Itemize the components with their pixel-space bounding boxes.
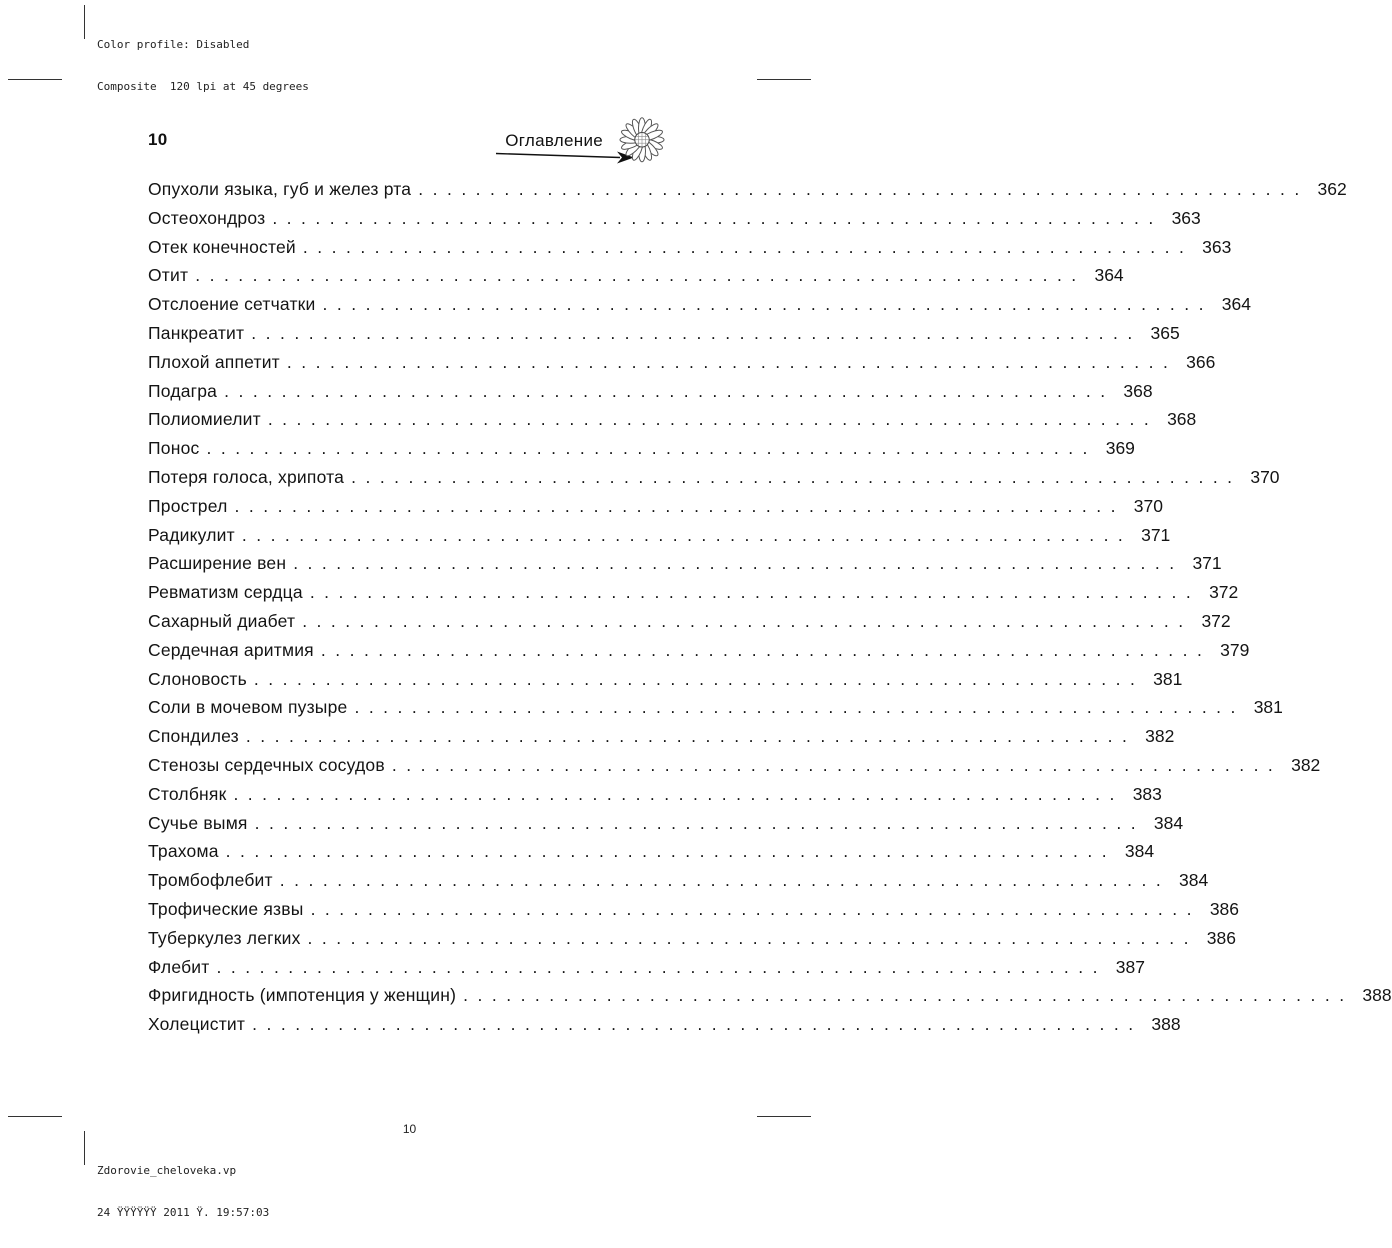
toc-entry-title: Стенозы сердечных сосудов [148,754,385,775]
toc-entry [148,380,1153,410]
toc-entry-title: Полиомиелит [148,409,261,430]
toc-entry-title: Прострел [148,495,228,516]
toc-entry-page: 371 [1192,553,1222,574]
toc-entry [148,553,1222,582]
toc-entry-page: 370 [1133,495,1163,516]
toc-entry-title: Отслоение сетчатки [148,294,316,315]
toc-entry-page: 365 [1150,322,1180,343]
toc-entry-page: 388 [1151,1014,1181,1035]
toc-entry-page: 388 [1362,985,1392,1006]
toc-entry [148,322,1180,352]
toc-entry-title: Столбняк [148,783,227,804]
toc-entry-title: Холецистит [148,1014,246,1035]
dot-leader [233,784,1123,805]
toc-entry-title: Панкреатит [148,322,245,343]
toc-entry-page: 372 [1209,582,1239,603]
toc-entry-title: Остеохондроз [148,207,266,228]
toc-entry-title: Соли в мочевом пузыре [148,697,348,718]
dot-leader [226,841,1116,862]
toc-entry [148,438,1135,467]
toc-entry-title: Туберкулез легких [148,927,301,948]
toc-entry-page: 386 [1206,927,1236,948]
toc-entry-page: 364 [1094,265,1124,286]
toc-entry-page: 368 [1167,409,1197,430]
dot-leader [463,985,1353,1006]
dot-leader [351,467,1241,488]
toc-entry-title: Ревматизм сердца [148,582,303,603]
dot-leader [303,237,1193,258]
crop-mark [8,79,62,80]
toc-entry-title: Отит [148,265,189,286]
dot-leader [195,265,1085,286]
toc-entry-title: Трахома [148,841,219,862]
dot-leader [311,899,1201,920]
dot-leader [224,381,1114,402]
toc-entry-page: 363 [1202,236,1232,257]
toc-entry-title: Фригидность (импотенция у женщин) [148,985,457,1006]
footer-timestamp: 24 ŸŸŸŸŸŸ 2011 Ÿ. 19:57:03 [97,1206,270,1219]
toc-entry [148,524,1171,554]
toc-entry-title: Тромбофлебит [148,870,273,891]
toc-entry [148,898,1240,928]
dot-leader [418,179,1308,200]
toc-entry [148,466,1280,496]
toc-entry-title: Плохой аппетит [148,351,280,372]
sunflower-ornament-icon [604,112,680,171]
toc-entry-page: 369 [1105,438,1135,459]
chapter-title: Оглавление [505,131,603,150]
crop-mark [757,79,811,80]
toc-entry-page: 386 [1209,898,1240,919]
toc-entry [148,639,1250,669]
toc-entry-title: Слоновость [148,668,247,689]
toc-entry [148,841,1155,870]
toc-entry-page: 384 [1153,812,1184,833]
toc-entry [148,985,1392,1014]
toc-entry-title: Потеря голоса, хрипота [148,466,345,487]
toc-entry-page: 384 [1124,841,1155,862]
header-page-number: 10 [148,130,168,149]
toc-entry-page: 363 [1171,207,1201,228]
toc-entry-page: 379 [1220,639,1250,660]
toc-entry-title: Спондилез [148,726,239,747]
toc-entry-title: Трофические язвы [148,898,304,919]
toc-entry-title: Понос [148,438,200,459]
toc-entry [148,1014,1181,1043]
dot-leader [392,755,1282,776]
toc-entry [148,697,1283,726]
dot-leader [280,870,1170,891]
dot-leader [308,928,1198,949]
toc-entry [148,610,1231,640]
toc-entry-page: 366 [1186,351,1216,372]
dot-leader [246,726,1136,747]
toc-entry [148,754,1321,784]
toc-entry-title: Сердечная аритмия [148,639,314,660]
dot-leader [251,323,1141,344]
dot-leader [254,669,1144,690]
crop-mark [757,1116,811,1117]
toc-entry [148,812,1184,842]
toc-entry [148,927,1236,957]
dot-leader [255,813,1145,834]
printer-info-line2: Composite 120 lpi at 45 degrees [97,80,309,93]
dot-leader [272,208,1162,229]
toc-entry-title: Флебит [148,956,210,977]
printer-info-line1: Color profile: Disabled [97,38,250,51]
toc-entry-page: 382 [1145,726,1175,747]
toc-entry [148,236,1232,266]
crop-mark [84,1131,85,1165]
toc-entry-page: 362 [1317,179,1347,199]
toc-entry-title: Радикулит [148,524,235,545]
dot-leader [268,409,1158,430]
toc-entry-page: 384 [1179,870,1209,891]
toc-entry-title: Отек конечностей [148,236,296,257]
toc-entry [148,956,1145,986]
toc-entry [148,207,1201,237]
dot-leader [323,294,1213,315]
toc-entry-title: Опухоли языка, губ и желез рта [148,179,412,199]
dot-leader [310,582,1200,603]
toc-entry-page: 381 [1153,668,1183,689]
dot-leader [235,496,1125,517]
toc-entry [148,265,1124,294]
toc-entry-title: Сахарный диабет [148,610,296,631]
dot-leader [252,1014,1142,1035]
dot-leader [354,697,1244,718]
toc-entry [148,870,1209,899]
dot-leader [302,611,1192,632]
toc-entry-page: 382 [1291,754,1321,775]
toc-entry [148,409,1197,438]
footer-file-info [97,1136,269,1248]
toc-entry [148,294,1251,323]
footer-page-number: 10 [402,1122,417,1136]
crop-mark [84,5,85,39]
toc-entry [148,179,1347,208]
crop-mark [8,1116,62,1117]
toc-entry-page: 387 [1115,956,1145,977]
toc-entry [148,351,1216,381]
toc-entry-page: 381 [1253,697,1283,718]
toc-entry [148,495,1163,525]
dot-leader [242,525,1132,546]
dot-leader [293,553,1183,574]
toc-entry-page: 371 [1141,524,1171,545]
toc-entry-title: Подагра [148,380,218,401]
toc-list [148,179,1392,1043]
toc-entry [148,582,1239,611]
dot-leader [217,957,1107,978]
dot-leader [321,640,1211,661]
dot-leader [206,438,1096,459]
dot-leader [287,352,1177,373]
toc-entry-title: Расширение вен [148,553,287,574]
toc-entry-page: 368 [1123,380,1153,401]
toc-entry [148,783,1162,813]
toc-entry-page: 372 [1201,610,1231,631]
footer-file-name: Zdorovie_cheloveka.vp [97,1164,237,1177]
toc-entry-title: Сучье вымя [148,812,248,833]
toc-entry-page: 364 [1221,294,1251,315]
printer-info [97,10,309,122]
toc-entry-page: 383 [1132,783,1162,804]
toc-entry-page: 370 [1250,466,1280,487]
toc-entry [148,726,1175,755]
toc-entry [148,668,1183,698]
